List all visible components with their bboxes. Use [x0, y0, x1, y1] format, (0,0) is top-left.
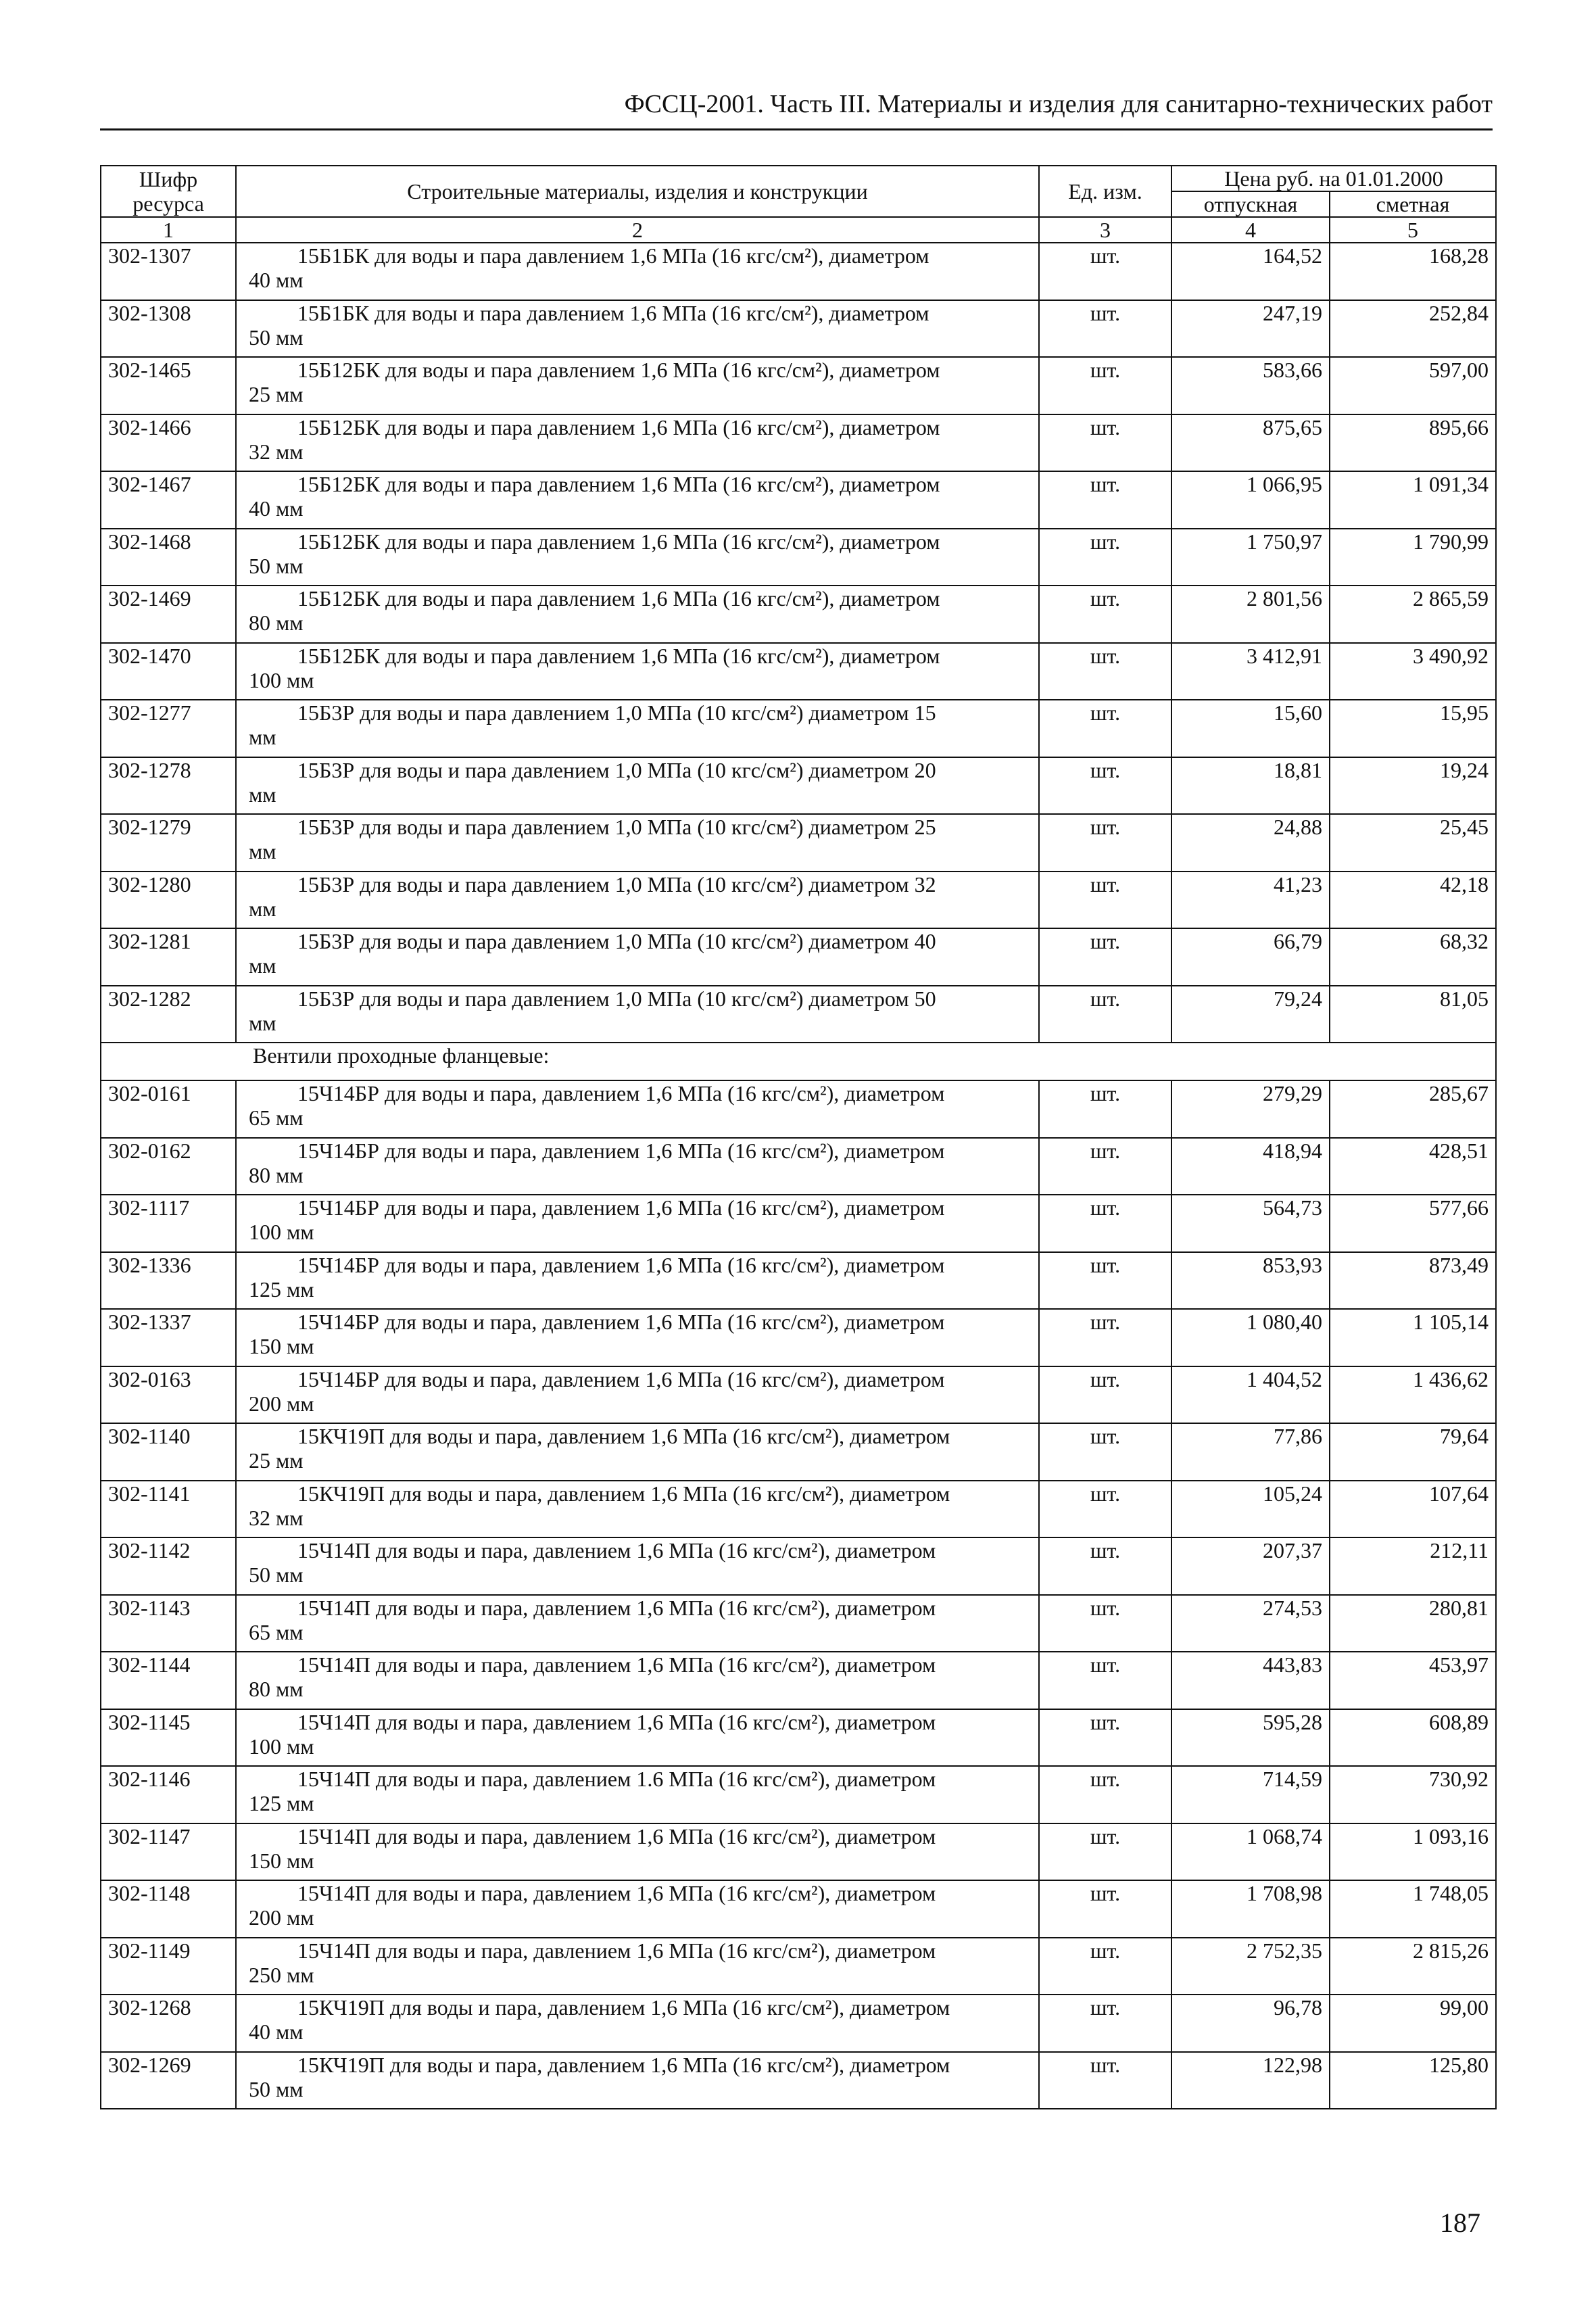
unit-of-measure: шт. — [1039, 1481, 1171, 1538]
material-diameter: 250 мм — [249, 1962, 314, 1987]
estimate-price: 285,67 — [1330, 1080, 1496, 1138]
resource-code: 302-1144 — [101, 1652, 236, 1709]
release-price: 24,88 — [1171, 814, 1330, 872]
material-name — [236, 928, 1039, 986]
material-name — [236, 1766, 1039, 1823]
material-name — [236, 1195, 1039, 1252]
material-name-line: 15Б3Р для воды и пара давлением 1,0 МПа (10 кгс/см²) диаметром 40 — [297, 929, 936, 953]
unit-of-measure: шт. — [1039, 1652, 1171, 1709]
resource-code: 302-1308 — [101, 300, 236, 358]
table-row — [101, 872, 1496, 929]
material-name — [236, 1080, 1039, 1138]
material-name — [236, 1652, 1039, 1709]
material-name — [236, 814, 1039, 872]
column-number: 3 — [1039, 217, 1171, 243]
resource-code: 302-1467 — [101, 471, 236, 529]
table-row — [101, 1366, 1496, 1424]
header-code: Шифр ресурса — [101, 166, 236, 217]
material-name-line: 15Б12БК для воды и пара давлением 1,6 МПа (16 кгс/см²), диаметром — [297, 529, 940, 554]
material-diameter: 200 мм — [249, 1391, 314, 1416]
material-name-line: 15Ч14БР для воды и пара, давлением 1,6 МПа (16 кгс/см²), диаметром — [297, 1310, 945, 1334]
table-row — [101, 357, 1496, 414]
resource-code: 302-0161 — [101, 1080, 236, 1138]
estimate-price: 125,80 — [1330, 2052, 1496, 2109]
material-name-line: 15Б3Р для воды и пара давлением 1,0 МПа (10 кгс/см²) диаметром 25 — [297, 815, 936, 839]
material-name — [236, 1423, 1039, 1481]
table-row — [101, 700, 1496, 757]
material-diameter: 200 мм — [249, 1905, 314, 1930]
material-name-line: 15Ч14БР для воды и пара, давлением 1,6 МПа (16 кгс/см²), диаметром — [297, 1195, 945, 1220]
material-diameter: 80 мм — [249, 611, 304, 635]
release-price: 15,60 — [1171, 700, 1330, 757]
material-diameter: 32 мм — [249, 439, 304, 464]
estimate-price: 2 865,59 — [1330, 586, 1496, 643]
release-price: 853,93 — [1171, 1252, 1330, 1310]
table-row — [101, 1309, 1496, 1366]
release-price: 443,83 — [1171, 1652, 1330, 1709]
material-diameter: 150 мм — [249, 1848, 314, 1873]
material-name-line: 15Б3Р для воды и пара давлением 1,0 МПа (10 кгс/см²) диаметром 20 — [297, 757, 936, 782]
table-row — [101, 243, 1496, 300]
table-row — [101, 643, 1496, 700]
unit-of-measure: шт. — [1039, 757, 1171, 815]
material-diameter: 40 мм — [249, 2020, 304, 2044]
material-name — [236, 1823, 1039, 1881]
table-row — [101, 1766, 1496, 1823]
material-name-line: 15Б3Р для воды и пара давлением 1,0 МПа (10 кгс/см²) диаметром 50 — [297, 986, 936, 1011]
estimate-price: 1 436,62 — [1330, 1366, 1496, 1424]
release-price: 1 066,95 — [1171, 471, 1330, 529]
unit-of-measure: шт. — [1039, 1537, 1171, 1595]
resource-code: 302-1148 — [101, 1880, 236, 1938]
estimate-price: 895,66 — [1330, 414, 1496, 472]
estimate-price: 79,64 — [1330, 1423, 1496, 1481]
unit-of-measure: шт. — [1039, 1423, 1171, 1481]
material-name-line: 15Ч14БР для воды и пара, давлением 1,6 МПа (16 кгс/см²), диаметром — [297, 1252, 945, 1277]
unit-of-measure: шт. — [1039, 928, 1171, 986]
material-name-line: 15Ч14П для воды и пара, давлением 1,6 МПа (16 кгс/см²), диаметром — [297, 1881, 936, 1905]
unit-of-measure: шт. — [1039, 1080, 1171, 1138]
resource-code: 302-1282 — [101, 986, 236, 1043]
unit-of-measure: шт. — [1039, 1195, 1171, 1252]
release-price: 122,98 — [1171, 2052, 1330, 2109]
material-diameter: 100 мм — [249, 1734, 314, 1759]
release-price: 79,24 — [1171, 986, 1330, 1043]
material-name-line: 15Ч14П для воды и пара, давлением 1,6 МПа (16 кгс/см²), диаметром — [297, 1938, 936, 1963]
unit-of-measure: шт. — [1039, 1995, 1171, 2052]
section-row — [101, 1043, 1496, 1080]
resource-code: 302-1143 — [101, 1595, 236, 1652]
resource-code: 302-1469 — [101, 586, 236, 643]
material-name-line: 15Б3Р для воды и пара давлением 1,0 МПа (10 кгс/см²) диаметром 32 — [297, 872, 936, 897]
release-price: 41,23 — [1171, 872, 1330, 929]
material-name-line: 15КЧ19П для воды и пара, давлением 1,6 МПа (16 кгс/см²), диаметром — [297, 1424, 950, 1448]
unit-of-measure: шт. — [1039, 1138, 1171, 1195]
estimate-price: 730,92 — [1330, 1766, 1496, 1823]
material-diameter: 65 мм — [249, 1105, 304, 1130]
resource-code: 302-1269 — [101, 2052, 236, 2109]
table-row — [101, 414, 1496, 472]
unit-of-measure: шт. — [1039, 986, 1171, 1043]
release-price: 564,73 — [1171, 1195, 1330, 1252]
material-name — [236, 1252, 1039, 1310]
material-name-line: 15Ч14П для воды и пара, давлением 1.6 МПа (16 кгс/см²), диаметром — [297, 1767, 936, 1791]
material-name — [236, 243, 1039, 300]
table-row — [101, 1481, 1496, 1538]
release-price: 164,52 — [1171, 243, 1330, 300]
material-diameter: мм — [249, 725, 276, 749]
estimate-price: 25,45 — [1330, 814, 1496, 872]
material-name — [236, 1537, 1039, 1595]
table-row — [101, 1709, 1496, 1767]
material-diameter: мм — [249, 953, 276, 978]
estimate-price: 3 490,92 — [1330, 643, 1496, 700]
unit-of-measure: шт. — [1039, 1766, 1171, 1823]
unit-of-measure: шт. — [1039, 872, 1171, 929]
release-price: 105,24 — [1171, 1481, 1330, 1538]
resource-code: 302-1336 — [101, 1252, 236, 1310]
release-price: 714,59 — [1171, 1766, 1330, 1823]
material-name-line: 15Ч14П для воды и пара, давлением 1,6 МПа (16 кгс/см²), диаметром — [297, 1709, 936, 1734]
unit-of-measure: шт. — [1039, 1709, 1171, 1767]
resource-code: 302-1470 — [101, 643, 236, 700]
column-number: 1 — [101, 217, 236, 243]
material-diameter: мм — [249, 782, 276, 807]
material-name — [236, 643, 1039, 700]
material-name-line: 15Б1БК для воды и пара давлением 1,6 МПа (16 кгс/см²), диаметром — [297, 243, 929, 268]
material-diameter: 50 мм — [249, 1562, 304, 1587]
unit-of-measure: шт. — [1039, 300, 1171, 358]
estimate-price: 1 105,14 — [1330, 1309, 1496, 1366]
table-row — [101, 1080, 1496, 1138]
material-name-line: 15Ч14БР для воды и пара, давлением 1,6 МПа (16 кгс/см²), диаметром — [297, 1081, 945, 1105]
material-diameter: 50 мм — [249, 2076, 304, 2101]
header-price-release: отпускная — [1171, 191, 1330, 217]
material-name — [236, 700, 1039, 757]
estimate-price: 99,00 — [1330, 1995, 1496, 2052]
resource-code: 302-1147 — [101, 1823, 236, 1881]
resource-code: 302-1277 — [101, 700, 236, 757]
estimate-price: 280,81 — [1330, 1595, 1496, 1652]
estimate-price: 1 748,05 — [1330, 1880, 1496, 1938]
resource-code: 302-1337 — [101, 1309, 236, 1366]
material-name — [236, 757, 1039, 815]
material-diameter: 50 мм — [249, 325, 304, 350]
release-price: 1 080,40 — [1171, 1309, 1330, 1366]
resource-code: 302-1140 — [101, 1423, 236, 1481]
resource-code: 302-0163 — [101, 1366, 236, 1424]
material-diameter: мм — [249, 839, 276, 863]
release-price: 207,37 — [1171, 1537, 1330, 1595]
table-row — [101, 1537, 1496, 1595]
table-row — [101, 928, 1496, 986]
material-diameter: 100 мм — [249, 1220, 314, 1244]
unit-of-measure: шт. — [1039, 414, 1171, 472]
estimate-price: 107,64 — [1330, 1481, 1496, 1538]
unit-of-measure: шт. — [1039, 700, 1171, 757]
resource-code: 302-1117 — [101, 1195, 236, 1252]
estimate-price: 252,84 — [1330, 300, 1496, 358]
material-name-line: 15КЧ19П для воды и пара, давлением 1,6 МПа (16 кгс/см²), диаметром — [297, 1481, 950, 1506]
unit-of-measure: шт. — [1039, 1823, 1171, 1881]
material-name-line: 15Б1БК для воды и пара давлением 1,6 МПа (16 кгс/см²), диаметром — [297, 300, 929, 325]
table-row — [101, 529, 1496, 586]
table-row — [101, 1595, 1496, 1652]
table-row — [101, 1652, 1496, 1709]
header-price-estimate: сметная — [1330, 191, 1496, 217]
resource-code: 302-1280 — [101, 872, 236, 929]
table-row — [101, 300, 1496, 358]
material-name-line: 15Ч14П для воды и пара, давлением 1,6 МПа (16 кгс/см²), диаметром — [297, 1595, 936, 1620]
column-number: 2 — [236, 217, 1039, 243]
estimate-price: 2 815,26 — [1330, 1938, 1496, 1995]
material-diameter: 65 мм — [249, 1619, 304, 1644]
page-header — [100, 87, 1493, 130]
table-header-row — [101, 166, 1496, 191]
material-name — [236, 986, 1039, 1043]
table-row — [101, 471, 1496, 529]
resource-code: 302-1466 — [101, 414, 236, 472]
material-name — [236, 1995, 1039, 2052]
material-name-line: 15Б12БК для воды и пара давлением 1,6 МПа (16 кгс/см²), диаметром — [297, 358, 940, 382]
material-name — [236, 1709, 1039, 1767]
table-row — [101, 1423, 1496, 1481]
table-row — [101, 586, 1496, 643]
release-price: 1 750,97 — [1171, 529, 1330, 586]
table-row — [101, 1823, 1496, 1881]
material-diameter: 40 мм — [249, 268, 304, 292]
release-price: 279,29 — [1171, 1080, 1330, 1138]
estimate-price: 212,11 — [1330, 1537, 1496, 1595]
material-name-line: 15Б12БК для воды и пара давлением 1,6 МПа (16 кгс/см²), диаметром — [297, 414, 940, 439]
material-name-line: 15Ч14БР для воды и пара, давлением 1,6 МПа (16 кгс/см²), диаметром — [297, 1138, 945, 1163]
table-row — [101, 986, 1496, 1043]
resource-code: 302-1142 — [101, 1537, 236, 1595]
release-price: 595,28 — [1171, 1709, 1330, 1767]
unit-of-measure: шт. — [1039, 1252, 1171, 1310]
column-number: 5 — [1330, 217, 1496, 243]
release-price: 2 752,35 — [1171, 1938, 1330, 1995]
release-price: 77,86 — [1171, 1423, 1330, 1481]
unit-of-measure: шт. — [1039, 243, 1171, 300]
resource-code: 302-1307 — [101, 243, 236, 300]
material-diameter: 40 мм — [249, 496, 304, 521]
estimate-price: 15,95 — [1330, 700, 1496, 757]
estimate-price: 608,89 — [1330, 1709, 1496, 1767]
table-row — [101, 1195, 1496, 1252]
section-title: Вентили проходные фланцевые: — [101, 1043, 1496, 1080]
material-diameter: 50 мм — [249, 553, 304, 578]
column-number-row — [101, 217, 1496, 243]
material-name — [236, 1309, 1039, 1366]
resource-code: 302-1281 — [101, 928, 236, 986]
unit-of-measure: шт. — [1039, 1309, 1171, 1366]
material-name — [236, 471, 1039, 529]
resource-code: 302-1465 — [101, 357, 236, 414]
release-price: 18,81 — [1171, 757, 1330, 815]
release-price: 66,79 — [1171, 928, 1330, 986]
page-header-title: ФССЦ-2001. Часть III. Материалы и изделия для санитарно-технических работ — [624, 90, 1493, 118]
resource-code: 302-0162 — [101, 1138, 236, 1195]
material-name — [236, 1366, 1039, 1424]
material-diameter: мм — [249, 1010, 276, 1035]
release-price: 1 404,52 — [1171, 1366, 1330, 1424]
table-row — [101, 757, 1496, 815]
resource-code: 302-1268 — [101, 1995, 236, 2052]
release-price: 418,94 — [1171, 1138, 1330, 1195]
material-diameter: 125 мм — [249, 1791, 314, 1815]
material-diameter: 25 мм — [249, 1448, 304, 1473]
resource-code: 302-1468 — [101, 529, 236, 586]
unit-of-measure: шт. — [1039, 586, 1171, 643]
estimate-price: 19,24 — [1330, 757, 1496, 815]
resource-code: 302-1149 — [101, 1938, 236, 1995]
material-name — [236, 1595, 1039, 1652]
material-name-line: 15Ч14БР для воды и пара, давлением 1,6 МПа (16 кгс/см²), диаметром — [297, 1366, 945, 1391]
material-diameter: 150 мм — [249, 1334, 314, 1358]
estimate-price: 1 093,16 — [1330, 1823, 1496, 1881]
unit-of-measure: шт. — [1039, 1938, 1171, 1995]
release-price: 583,66 — [1171, 357, 1330, 414]
material-name — [236, 529, 1039, 586]
material-diameter: 100 мм — [249, 667, 314, 692]
resource-code: 302-1146 — [101, 1766, 236, 1823]
material-name — [236, 1880, 1039, 1938]
release-price: 96,78 — [1171, 1995, 1330, 2052]
resource-code: 302-1279 — [101, 814, 236, 872]
release-price: 1 068,74 — [1171, 1823, 1330, 1881]
unit-of-measure: шт. — [1039, 1880, 1171, 1938]
resource-code: 302-1145 — [101, 1709, 236, 1767]
material-name — [236, 414, 1039, 472]
estimate-price: 453,97 — [1330, 1652, 1496, 1709]
material-diameter: 32 мм — [249, 1505, 304, 1530]
estimate-price: 597,00 — [1330, 357, 1496, 414]
estimate-price: 577,66 — [1330, 1195, 1496, 1252]
material-diameter: 80 мм — [249, 1677, 304, 1701]
resource-code: 302-1141 — [101, 1481, 236, 1538]
materials-price-table — [100, 165, 1497, 2109]
unit-of-measure: шт. — [1039, 643, 1171, 700]
header-price: Цена руб. на 01.01.2000 — [1171, 166, 1496, 191]
table-row — [101, 1995, 1496, 2052]
unit-of-measure: шт. — [1039, 357, 1171, 414]
release-price: 247,19 — [1171, 300, 1330, 358]
release-price: 3 412,91 — [1171, 643, 1330, 700]
material-name-line: 15Б12БК для воды и пара давлением 1,6 МПа (16 кгс/см²), диаметром — [297, 586, 940, 611]
table-row — [101, 2052, 1496, 2109]
material-name — [236, 586, 1039, 643]
material-name — [236, 1138, 1039, 1195]
material-name-line: 15Б12БК для воды и пара давлением 1,6 МПа (16 кгс/см²), диаметром — [297, 643, 940, 668]
material-name-line: 15Ч14П для воды и пара, давлением 1,6 МПа (16 кгс/см²), диаметром — [297, 1823, 936, 1848]
resource-code: 302-1278 — [101, 757, 236, 815]
unit-of-measure: шт. — [1039, 1595, 1171, 1652]
table-row — [101, 1252, 1496, 1310]
release-price: 875,65 — [1171, 414, 1330, 472]
material-diameter: 125 мм — [249, 1276, 314, 1302]
unit-of-measure: шт. — [1039, 2052, 1171, 2109]
estimate-price: 42,18 — [1330, 872, 1496, 929]
estimate-price: 68,32 — [1330, 928, 1496, 986]
header-unit: Ед. изм. — [1039, 166, 1171, 217]
table-row — [101, 814, 1496, 872]
material-name — [236, 357, 1039, 414]
estimate-price: 81,05 — [1330, 986, 1496, 1043]
release-price: 1 708,98 — [1171, 1880, 1330, 1938]
material-name — [236, 2052, 1039, 2109]
material-name-line: 15КЧ19П для воды и пара, давлением 1,6 МПа (16 кгс/см²), диаметром — [297, 1995, 950, 2020]
estimate-price: 168,28 — [1330, 243, 1496, 300]
header-name: Строительные материалы, изделия и конструкции — [236, 166, 1039, 217]
page-number: 187 — [1440, 2207, 1480, 2238]
release-price: 2 801,56 — [1171, 586, 1330, 643]
table-row — [101, 1138, 1496, 1195]
material-name — [236, 1938, 1039, 1995]
table-row — [101, 1880, 1496, 1938]
table-row — [101, 1938, 1496, 1995]
release-price: 274,53 — [1171, 1595, 1330, 1652]
material-name-line: 15Ч14П для воды и пара, давлением 1,6 МПа (16 кгс/см²), диаметром — [297, 1538, 936, 1562]
material-name — [236, 872, 1039, 929]
unit-of-measure: шт. — [1039, 814, 1171, 872]
material-name-line: 15КЧ19П для воды и пара, давлением 1,6 МПа (16 кгс/см²), диаметром — [297, 2052, 950, 2077]
material-diameter: 25 мм — [249, 382, 304, 406]
estimate-price: 428,51 — [1330, 1138, 1496, 1195]
material-name-line: 15Б12БК для воды и пара давлением 1,6 МПа (16 кгс/см²), диаметром — [297, 472, 940, 496]
unit-of-measure: шт. — [1039, 471, 1171, 529]
unit-of-measure: шт. — [1039, 1366, 1171, 1424]
material-name-line: 15Ч14П для воды и пара, давлением 1,6 МПа (16 кгс/см²), диаметром — [297, 1652, 936, 1677]
estimate-price: 1 091,34 — [1330, 471, 1496, 529]
column-number: 4 — [1171, 217, 1330, 243]
material-name — [236, 1481, 1039, 1538]
unit-of-measure: шт. — [1039, 529, 1171, 586]
estimate-price: 873,49 — [1330, 1252, 1496, 1310]
material-diameter: 80 мм — [249, 1162, 304, 1187]
material-name-line: 15Б3Р для воды и пара давлением 1,0 МПа (10 кгс/см²) диаметром 15 — [297, 700, 936, 725]
estimate-price: 1 790,99 — [1330, 529, 1496, 586]
material-diameter: мм — [249, 896, 276, 921]
material-name — [236, 300, 1039, 358]
